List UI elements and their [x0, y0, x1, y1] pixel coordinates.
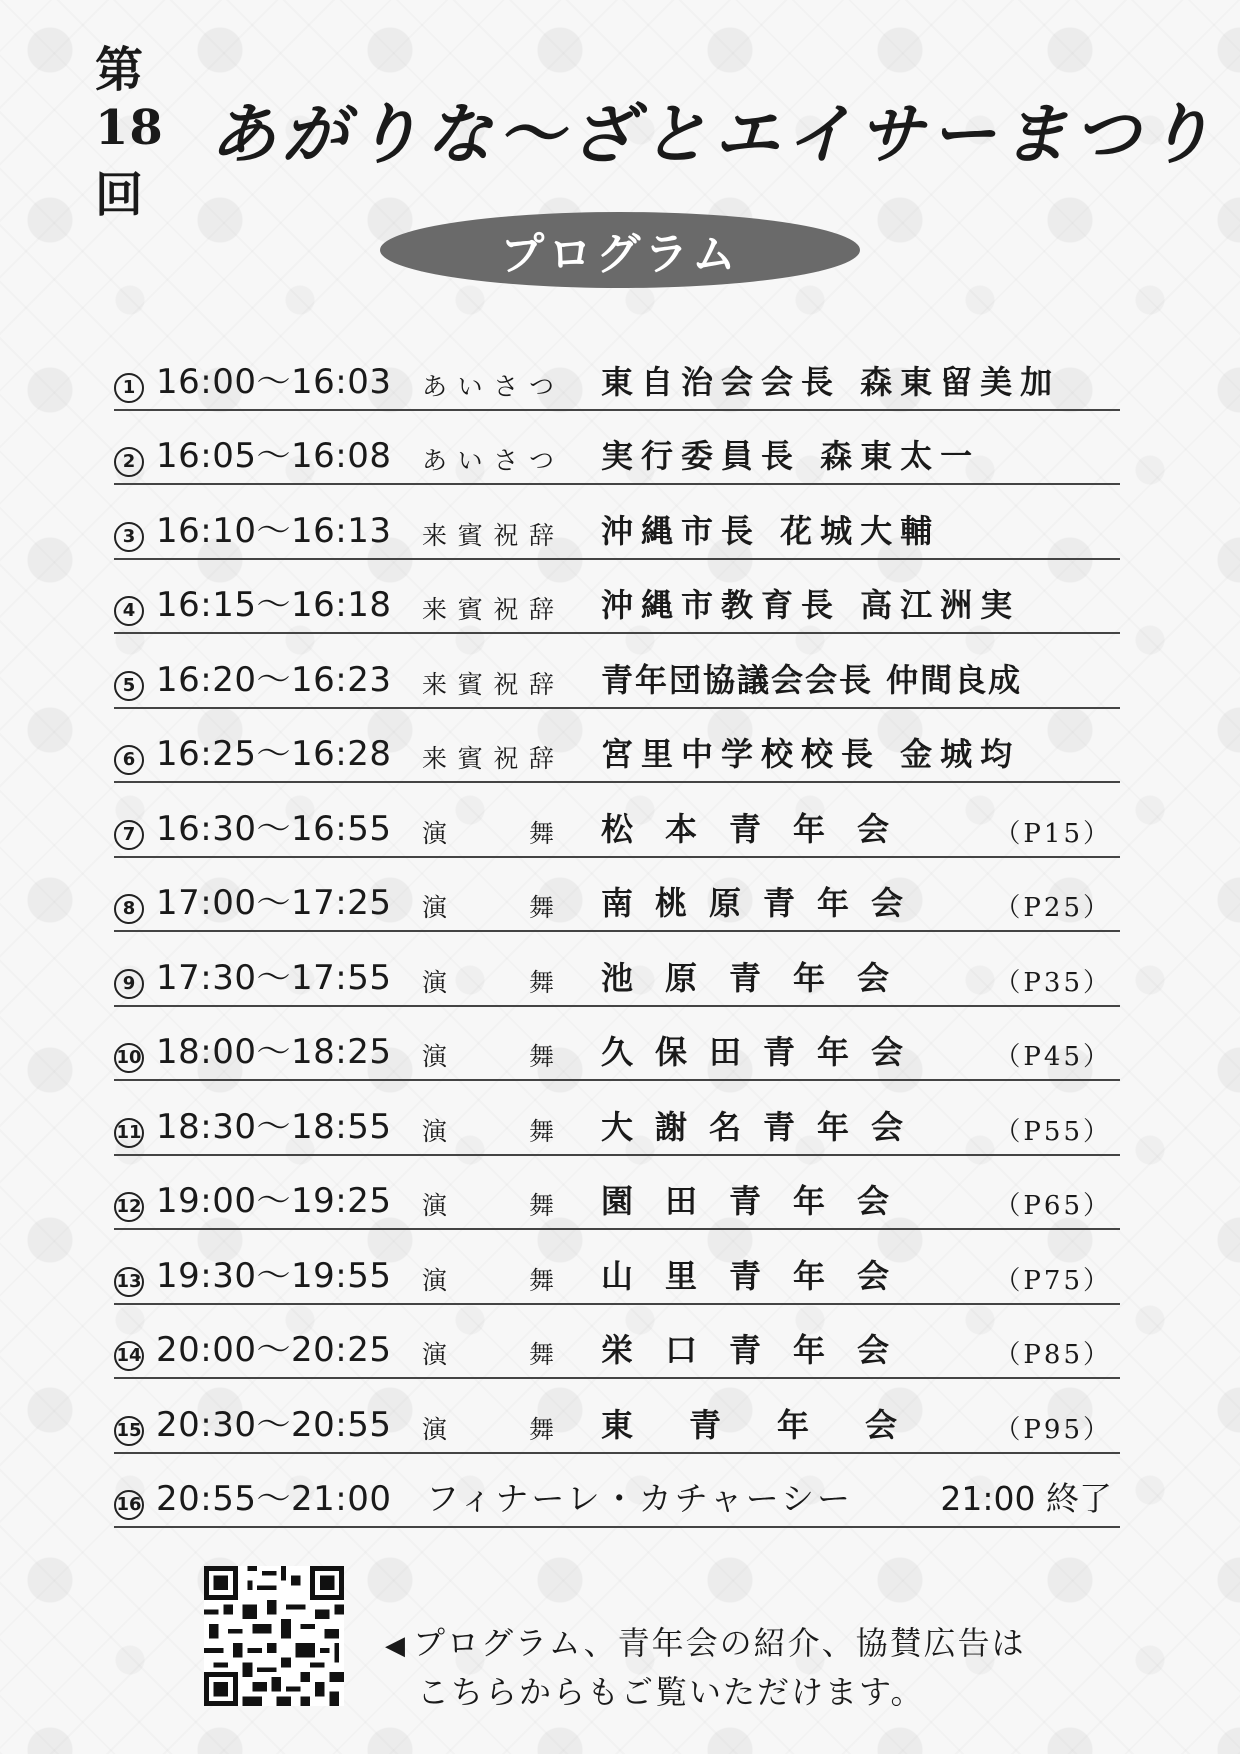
- item-kind: 演舞: [422, 1414, 554, 1444]
- item-number: 13: [114, 1267, 144, 1297]
- item-kind: 演舞: [422, 1116, 554, 1146]
- left-triangle-icon: ◀: [385, 1631, 407, 1661]
- schedule-row: [114, 1081, 1120, 1156]
- item-kind: 来賓祝辞: [422, 595, 554, 624]
- item-page: （P55）: [994, 1116, 1112, 1147]
- item-kind: 演舞: [422, 1042, 554, 1071]
- finale-text: フィナーレ・カチャーシー: [426, 1479, 854, 1518]
- item-time: 17:30〜17:55: [156, 957, 392, 998]
- item-name: 青年団協議会会長 仲間良成: [601, 660, 1023, 699]
- item-name: 宮里中学校校長 金城均: [601, 735, 1021, 773]
- schedule-row: [114, 411, 1120, 486]
- item-name: 沖縄市教育長 高江洲実: [601, 586, 1021, 624]
- finale-row: [114, 1454, 1120, 1529]
- item-name: 久保田青年会: [601, 1033, 926, 1071]
- item-page: （P35）: [994, 967, 1112, 998]
- schedule-list: [114, 336, 1120, 1528]
- item-name: 東自治会会長 森東留美加: [601, 362, 1061, 401]
- item-time: 20:55〜21:00: [156, 1479, 392, 1519]
- item-number: 10: [114, 1043, 144, 1073]
- item-number: 5: [114, 671, 144, 701]
- schedule-row: [114, 634, 1120, 709]
- item-name: 実行委員長 森東太一: [601, 437, 981, 475]
- schedule-row: [114, 1230, 1120, 1305]
- title-text: あがりな〜ざとエイサーまつり: [209, 94, 1218, 173]
- item-kind: 演舞: [422, 893, 554, 922]
- item-name: 沖縄市長 花城大輔: [601, 511, 941, 550]
- item-number: 8: [114, 894, 144, 924]
- schedule-row: [114, 1305, 1120, 1380]
- qr-code-icon[interactable]: [204, 1566, 344, 1706]
- item-time: 16:20〜16:23: [156, 659, 392, 700]
- event-title: [95, 42, 1218, 223]
- item-kind: 来賓祝辞: [422, 669, 554, 699]
- note-line-2: こちらからもご覧いただけます。: [417, 1673, 925, 1711]
- schedule-row: [114, 485, 1120, 560]
- item-kind: 来賓祝辞: [422, 744, 554, 773]
- item-time: 16:30〜16:55: [156, 808, 392, 849]
- edition-label: 第18回: [95, 42, 164, 223]
- schedule-row: [114, 783, 1120, 858]
- item-number: 11: [114, 1118, 144, 1148]
- item-time: 17:00〜17:25: [156, 883, 392, 923]
- item-time: 18:30〜18:55: [156, 1106, 392, 1147]
- item-page: （P95）: [994, 1414, 1112, 1445]
- item-number: 3: [114, 522, 144, 552]
- note-line-1: プログラム、青年会の紹介、協賛広告は: [413, 1624, 1026, 1662]
- item-time: 16:10〜16:13: [156, 510, 392, 551]
- schedule-row: [114, 858, 1120, 933]
- item-name: 南桃原青年会: [601, 884, 926, 922]
- item-name: 松本青年会: [601, 809, 922, 848]
- item-name: 東青年会: [601, 1405, 954, 1444]
- item-name: 栄口青年会: [601, 1331, 922, 1369]
- qr-note: [385, 1620, 1085, 1715]
- item-kind: あいさつ: [422, 446, 554, 475]
- item-time: 16:05〜16:08: [156, 436, 392, 476]
- item-name: 山里青年会: [601, 1256, 922, 1295]
- item-time: 16:00〜16:03: [156, 361, 392, 402]
- program-badge: [380, 212, 860, 288]
- item-kind: 来賓祝辞: [422, 520, 554, 550]
- item-kind: 演舞: [422, 1340, 554, 1369]
- item-page: （P85）: [994, 1340, 1112, 1370]
- item-time: 19:30〜19:55: [156, 1255, 392, 1296]
- item-number: 4: [114, 596, 144, 626]
- item-kind: 演舞: [422, 818, 554, 848]
- item-page: （P25）: [994, 893, 1112, 923]
- item-kind: 演舞: [422, 967, 554, 997]
- item-time: 20:00〜20:25: [156, 1330, 392, 1370]
- item-page: （P65）: [994, 1191, 1112, 1221]
- item-time: 16:15〜16:18: [156, 585, 392, 625]
- item-number: 6: [114, 745, 144, 775]
- schedule-row: [114, 932, 1120, 1007]
- item-name: 池原青年会: [601, 958, 922, 997]
- item-number: 7: [114, 820, 144, 850]
- item-kind: 演舞: [422, 1265, 554, 1295]
- item-number: 9: [114, 969, 144, 999]
- item-time: 18:00〜18:25: [156, 1032, 392, 1072]
- item-kind: 演舞: [422, 1191, 554, 1220]
- item-page: （P45）: [994, 1042, 1112, 1072]
- item-number: 2: [114, 447, 144, 477]
- item-name: 大謝名青年会: [601, 1107, 926, 1146]
- schedule-row: [114, 560, 1120, 635]
- item-time: 19:00〜19:25: [156, 1181, 392, 1221]
- item-number: 1: [114, 373, 144, 403]
- item-kind: あいさつ: [422, 371, 554, 401]
- item-page: （P75）: [994, 1265, 1112, 1296]
- schedule-row: [114, 1379, 1120, 1454]
- item-time: 16:25〜16:28: [156, 734, 392, 774]
- program-label: プログラム: [500, 229, 740, 280]
- schedule-row: [114, 709, 1120, 784]
- item-page: （P15）: [994, 818, 1112, 849]
- item-number: 12: [114, 1192, 144, 1222]
- schedule-row: [114, 1007, 1120, 1082]
- item-time: 20:30〜20:55: [156, 1404, 392, 1445]
- end-time: 21:00 終了: [940, 1479, 1112, 1518]
- schedule-row: [114, 336, 1120, 411]
- item-number: 16: [114, 1490, 144, 1520]
- item-number: 14: [114, 1341, 144, 1371]
- schedule-row: [114, 1156, 1120, 1231]
- item-name: 園田青年会: [601, 1182, 922, 1220]
- item-number: 15: [114, 1416, 144, 1446]
